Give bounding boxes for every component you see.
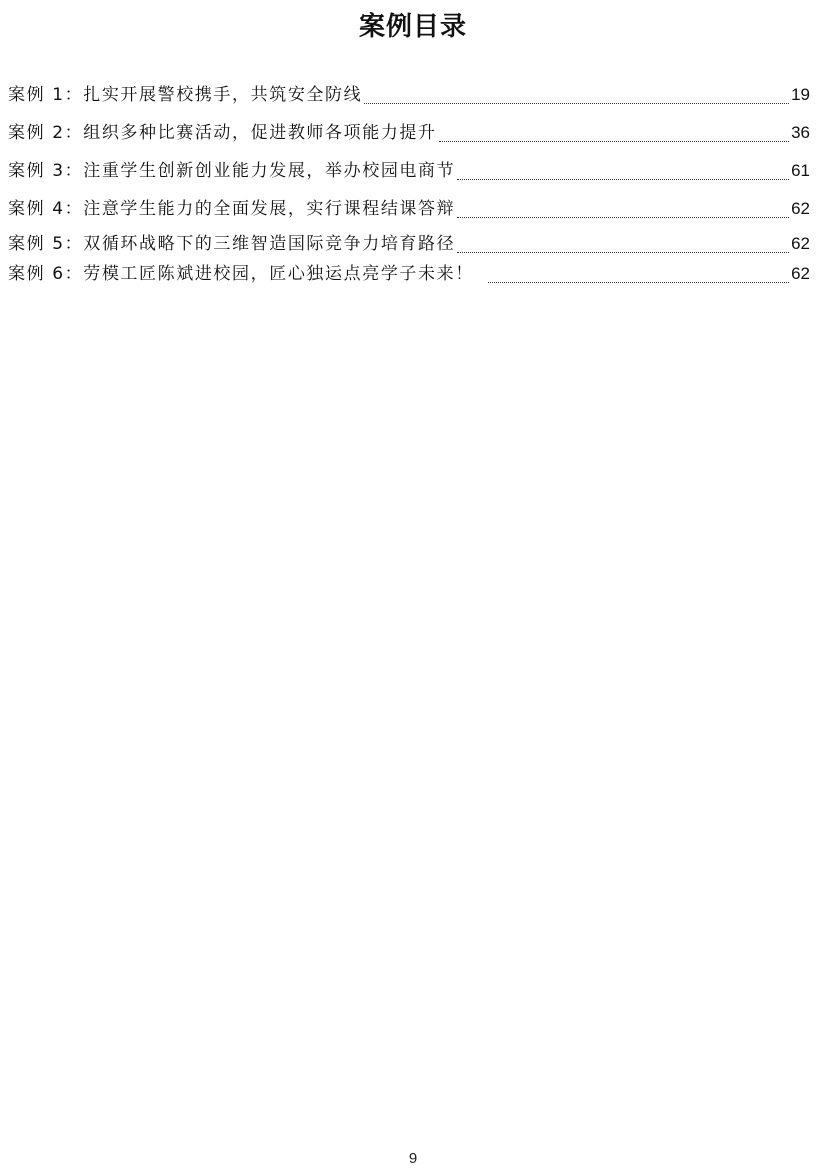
toc-entry-page-number: 62 [791, 264, 810, 283]
toc-entry-2[interactable] [8, 121, 810, 145]
toc-entry-label: 案例 2：组织多种比赛活动，促进教师各项能力提升 [8, 123, 437, 143]
toc-leader-dots [457, 252, 789, 253]
toc-entry-label: 案例 5：双循环战略下的三维智造国际竞争力培育路径 [8, 234, 456, 254]
toc-entry-5[interactable] [8, 232, 810, 256]
toc-leader-dots [488, 282, 789, 283]
toc-entry-page-number: 62 [791, 199, 810, 218]
toc-entry-label: 案例 6：劳模工匠陈斌进校园，匠心独运点亮学子未来！ [8, 264, 474, 284]
toc-entry-label: 案例 3：注重学生创新创业能力发展，举办校园电商节 [8, 161, 456, 181]
toc-entry-6[interactable] [8, 262, 810, 286]
toc-entry-4[interactable] [8, 197, 810, 221]
toc-entry-label: 案例 4：注意学生能力的全面发展，实行课程结课答辩 [8, 199, 456, 219]
toc-leader-dots [457, 217, 789, 218]
toc-entry-3[interactable] [8, 159, 810, 183]
page-title: 案例目录 [358, 12, 467, 42]
toc-leader-dots [439, 141, 789, 142]
footer-page-number: 9 [408, 1150, 418, 1167]
toc-entry-label: 案例 1：扎实开展警校携手，共筑安全防线 [8, 85, 363, 105]
toc-leader-dots [457, 179, 789, 180]
toc-entry-page-number: 61 [791, 161, 810, 180]
toc-entry-1[interactable] [8, 83, 810, 107]
toc-entry-page-number: 62 [791, 234, 810, 253]
toc-entry-page-number: 19 [791, 85, 810, 104]
toc-entry-page-number: 36 [791, 123, 810, 142]
toc-leader-dots [364, 103, 789, 104]
